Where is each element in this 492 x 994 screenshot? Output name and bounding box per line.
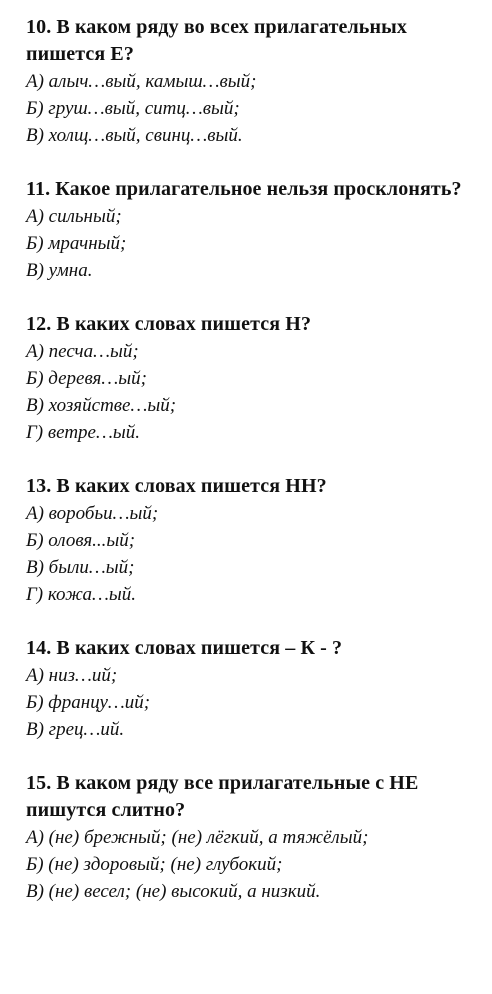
answer-option-b: Б) груш…вый, ситц…вый; xyxy=(26,98,240,119)
question-14 xyxy=(26,635,482,743)
answer-option-a: А) сильный; xyxy=(26,206,122,227)
answer-option-c: В) грец…ий. xyxy=(26,719,125,740)
question-title: 12. В каких словах пишется Н? xyxy=(26,313,312,335)
answer-option-a: А) низ…ий; xyxy=(26,665,118,686)
question-title: 14. В каких словах пишется – К - ? xyxy=(26,637,343,659)
answer-option-a: А) песча…ый; xyxy=(26,341,139,362)
question-title: 11. Какое прилагательное нельзя просклонять? xyxy=(26,178,462,200)
answer-option-b: Б) мрачный; xyxy=(26,233,127,254)
answer-option-a: А) алыч…вый, камыш…вый; xyxy=(26,71,257,92)
answer-option-c: В) (не) весел; (не) высокий, а низкий. xyxy=(26,881,321,902)
question-15 xyxy=(26,770,482,905)
question-12 xyxy=(26,311,482,446)
question-11 xyxy=(26,176,482,284)
answer-option-d: Г) кожа…ый. xyxy=(26,584,137,605)
answer-option-a: А) воробьи…ый; xyxy=(26,503,159,524)
question-title: 10. В каком ряду во всех прилагательных пишется Е? xyxy=(26,16,407,65)
question-title: 13. В каких словах пишется НН? xyxy=(26,475,327,497)
answer-option-b: Б) францу…ий; xyxy=(26,692,151,713)
question-title: 15. В каком ряду все прилагательные с НЕ пишутся слитно? xyxy=(26,772,419,821)
answer-option-c: В) хозяйстве…ый; xyxy=(26,395,177,416)
answer-option-b: Б) (не) здоровый; (не) глубокий; xyxy=(26,854,283,875)
question-10 xyxy=(26,14,482,149)
answer-option-c: В) были…ый; xyxy=(26,557,135,578)
answer-option-b: Б) деревя…ый; xyxy=(26,368,147,389)
answer-option-d: Г) ветре…ый. xyxy=(26,422,140,443)
answer-option-b: Б) оловя...ый; xyxy=(26,530,136,551)
answer-option-c: В) умна. xyxy=(26,260,93,281)
question-13 xyxy=(26,473,482,608)
answer-option-a: А) (не) брежный; (не) лёгкий, а тяжёлый; xyxy=(26,827,369,848)
answer-option-c: В) холщ…вый, свинц…вый. xyxy=(26,125,243,146)
